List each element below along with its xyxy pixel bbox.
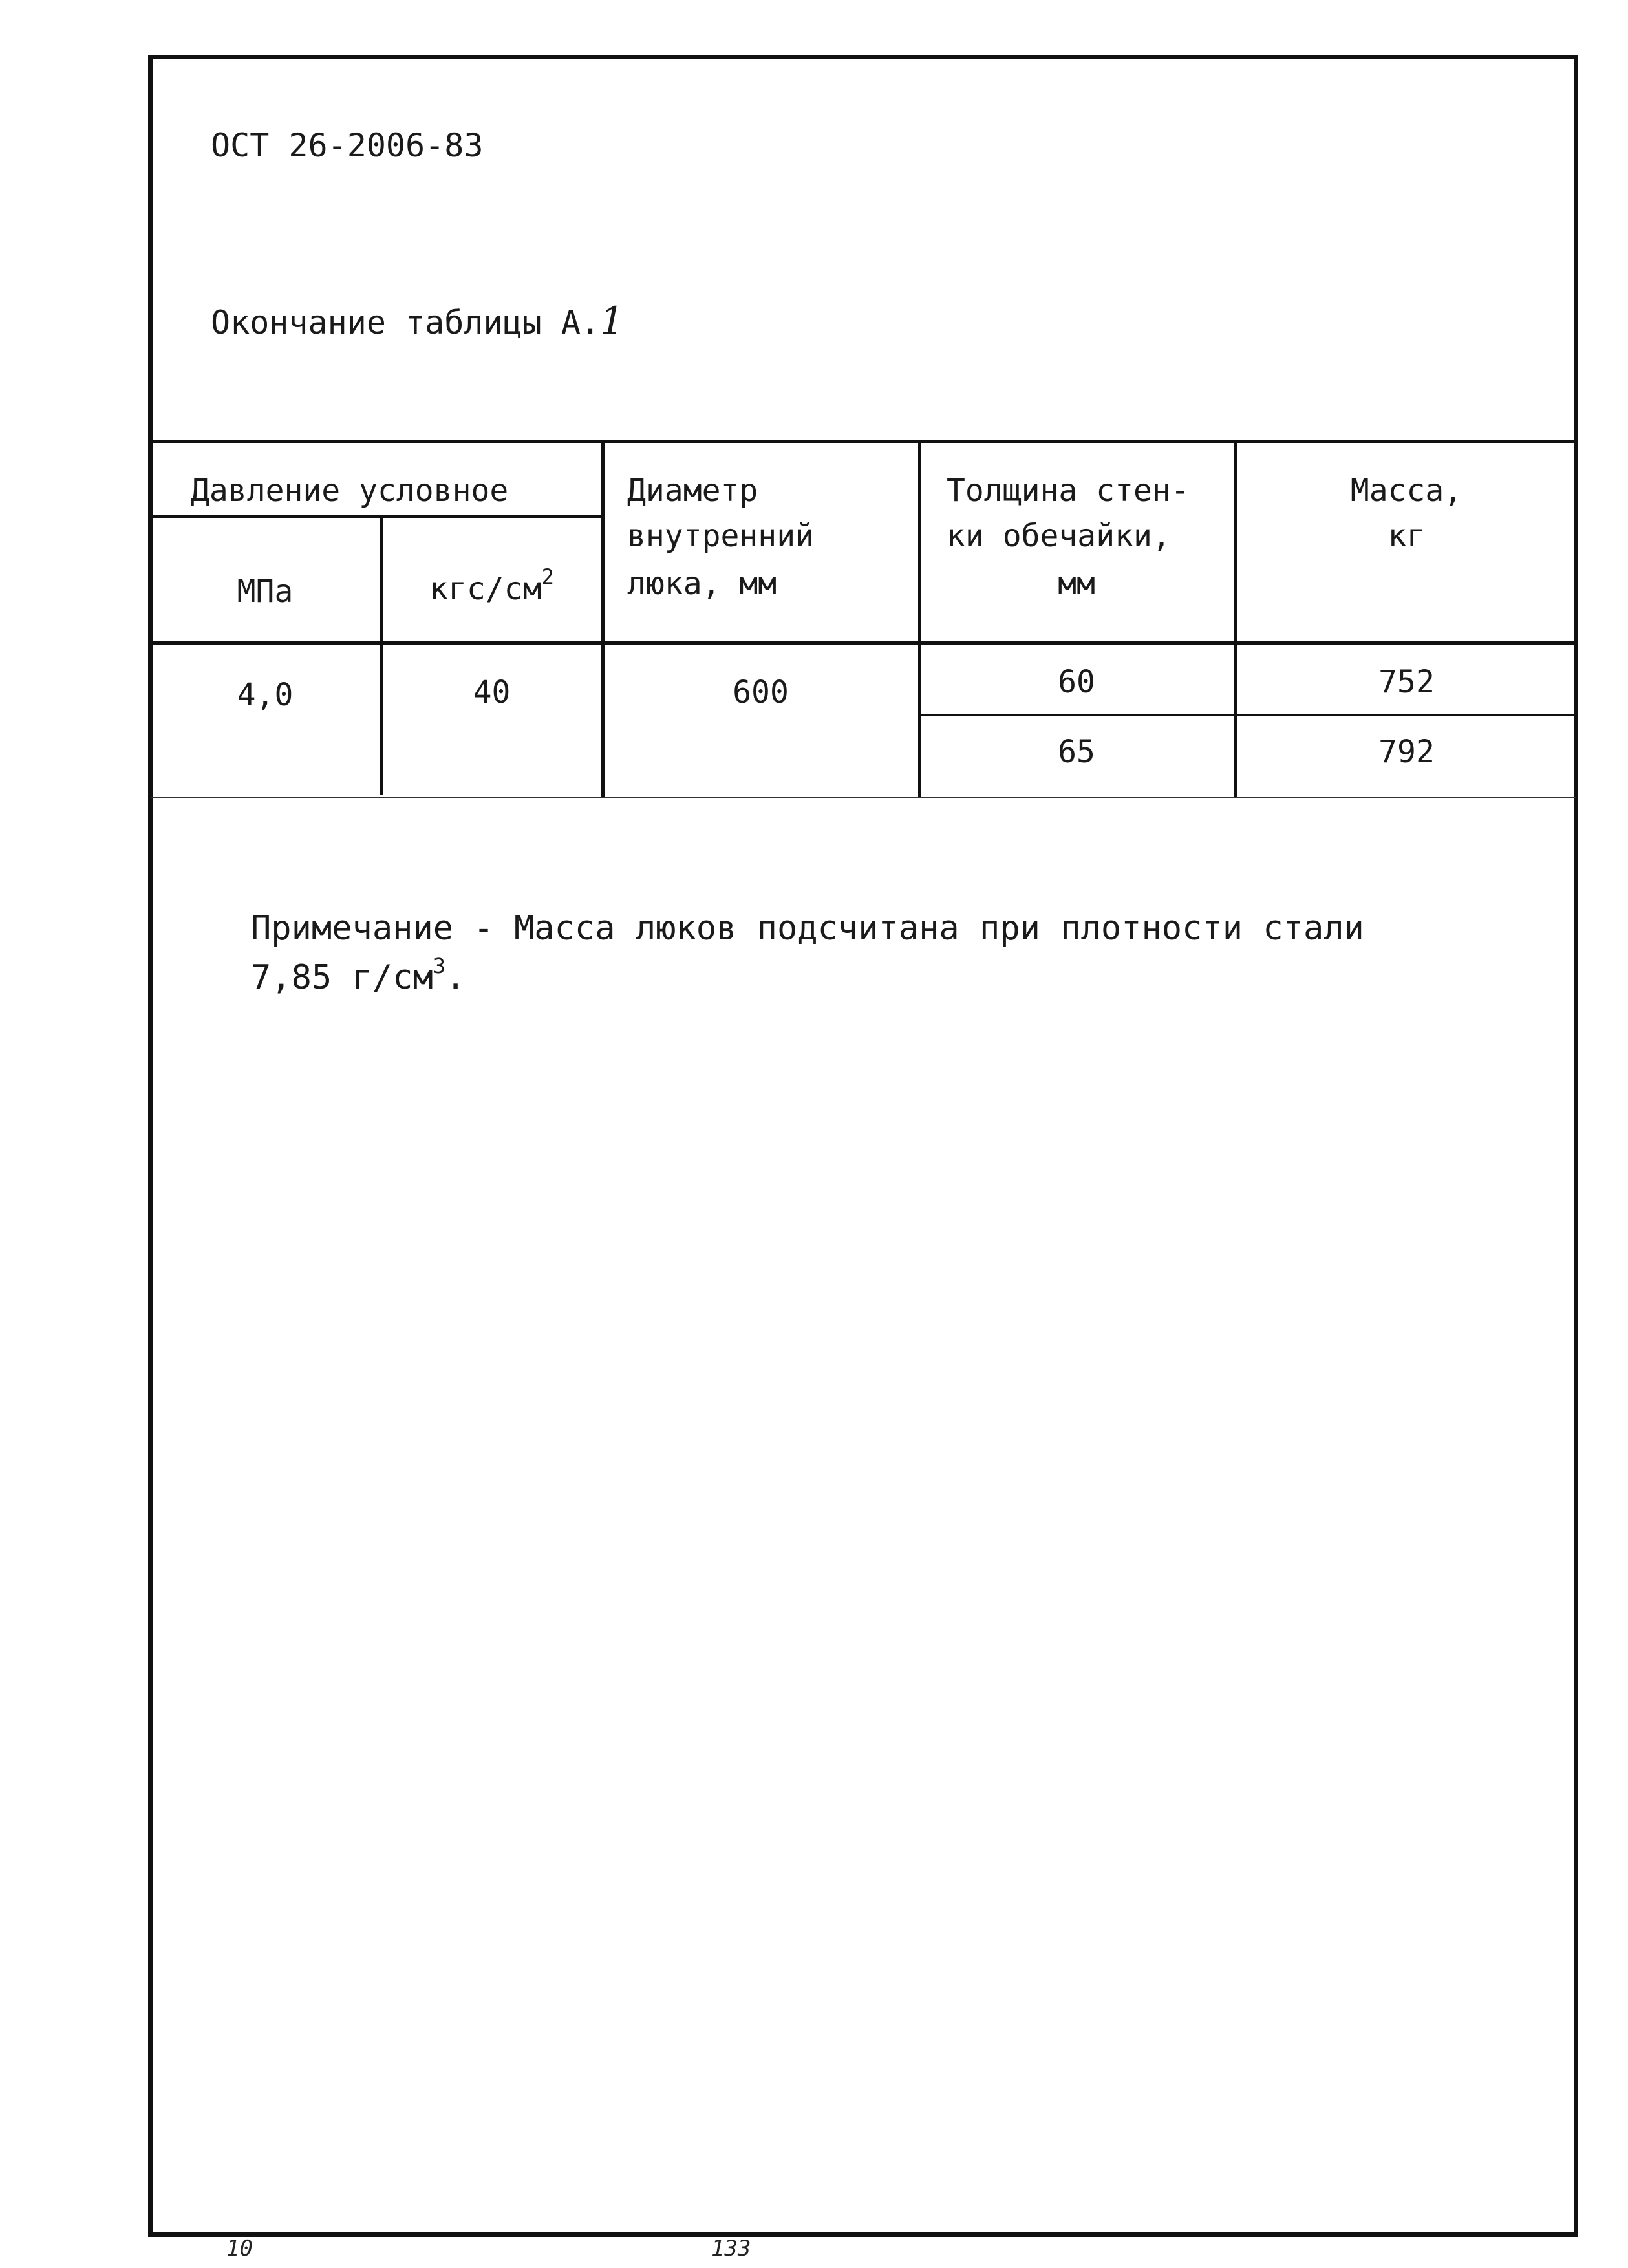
cell-diameter: 600 [733,674,789,711]
page-frame [148,55,1578,2237]
footer-left-number: 10 [226,2236,253,2262]
table-caption-number: 1 [600,299,624,343]
table-caption [211,299,624,343]
table-top-border [151,440,1576,443]
column-divider-pressure [601,440,605,797]
header-diameter-line-1: Диаметр [627,473,758,509]
cell-thickness-row-1: 60 [1058,664,1095,700]
cell-thickness-row-2: 65 [1058,734,1095,770]
header-unit-kgs [383,566,600,612]
note-line-2-exponent: 3 [433,954,446,978]
footer-page-number: 133 [711,2236,751,2262]
header-unit-mpa: МПа [237,573,294,610]
header-mass-line-1: Масса, [1350,473,1463,509]
table-bottom-border [151,797,1576,798]
header-thickness-line-1: Толщина стен- [947,473,1190,509]
header-mass-line-2: кг [1387,518,1426,554]
header-thickness-line-2: ки обечайки, [947,518,1171,554]
header-diameter-line-3: люка, мм [627,566,777,602]
header-pressure-group: Давление условное [191,473,509,509]
note-line-2-end: . [445,958,466,997]
header-unit-kgs-exponent: 2 [541,564,554,589]
column-divider-mpa [380,517,383,795]
note [251,904,1364,1002]
note-line-2 [251,953,1364,1002]
cell-mass-row-1: 752 [1378,664,1435,700]
note-line-1: Примечание - Масса люков подсчитана при плотности стали [251,909,1364,948]
header-unit-kgs-text: кгс/см [429,571,542,607]
header-diameter-line-2: внутренний [627,518,814,554]
pressure-group-underline [151,515,603,518]
cell-pressure-mpa: 4,0 [237,677,294,713]
cell-pressure-kgs: 40 [473,674,511,711]
header-bottom-border [151,641,1576,645]
note-line-2-text: 7,85 г/см [251,958,433,997]
row-separator [919,714,1576,716]
header-thickness-line-3: мм [1058,566,1095,602]
document-code: ОСТ 26-2006-83 [211,127,484,164]
cell-mass-row-2: 792 [1378,734,1435,770]
table-caption-text: Окончание таблицы А. [211,304,601,341]
